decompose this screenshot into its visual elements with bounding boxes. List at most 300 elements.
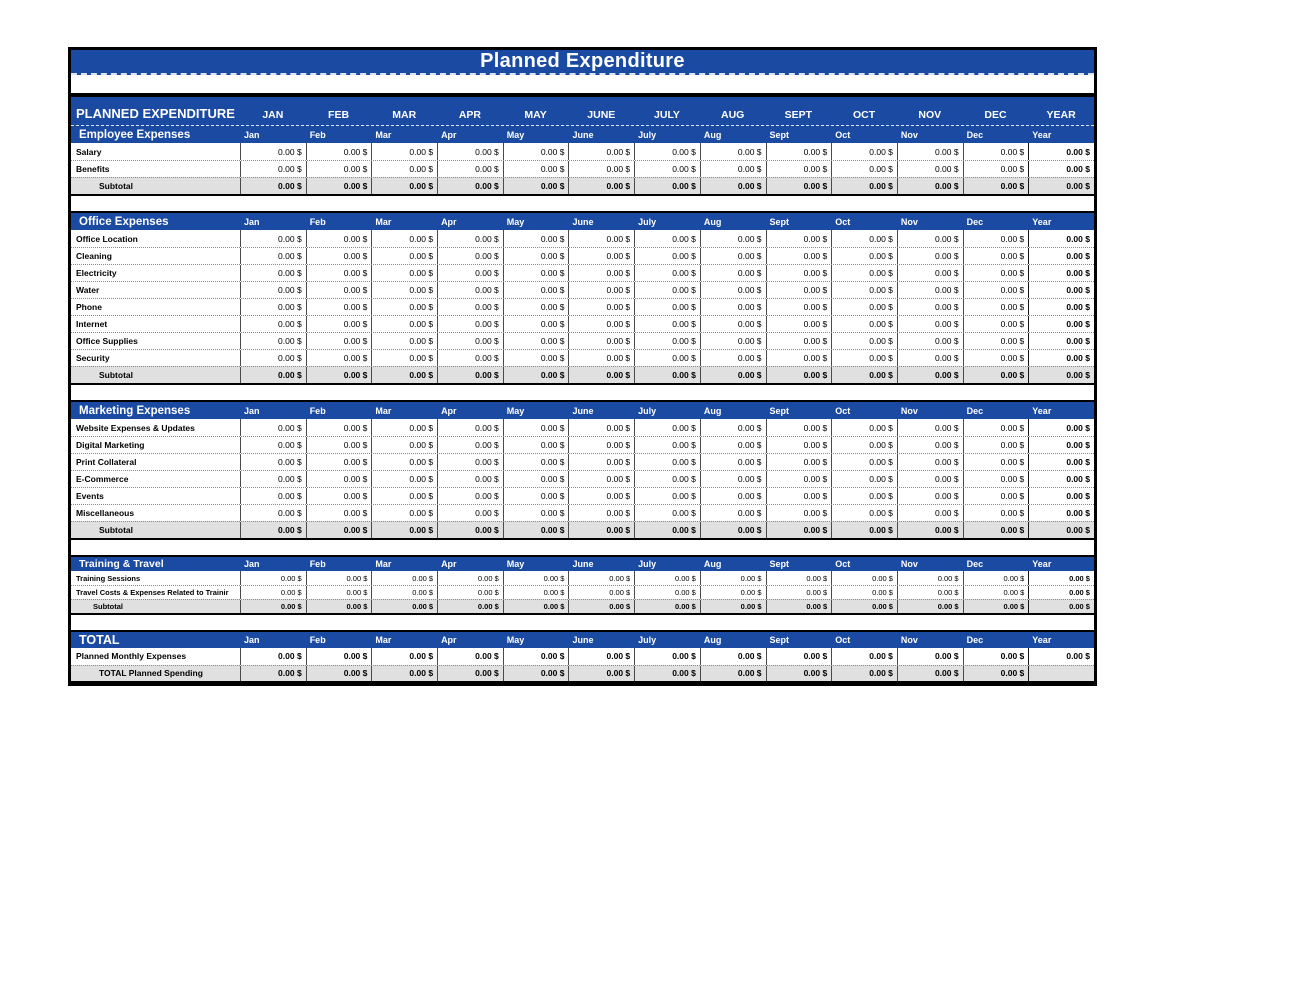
month-column-label: June: [572, 635, 594, 645]
value-cell: 0.00 $: [634, 282, 700, 298]
month-column-label: May: [506, 216, 525, 227]
value-cell: 0.00 $: [240, 367, 306, 383]
value-cell: 0.00 $: [700, 648, 766, 665]
value-cell: 0.00 $: [437, 666, 503, 682]
year-value-cell: 0.00 $: [1028, 316, 1094, 332]
value-cell: 0.00 $: [306, 666, 372, 682]
table-row: [71, 298, 1094, 315]
subtotal-row: [71, 366, 1094, 383]
month-column-label: Year: [1032, 635, 1052, 645]
month-column-label: Dec: [966, 216, 984, 227]
value-cell: 0.00 $: [371, 316, 437, 332]
main-month-label: JAN: [262, 109, 284, 121]
row-label: E-Commerce: [76, 474, 129, 484]
value-cell: 0.00 $: [766, 299, 832, 315]
table-row: [71, 247, 1094, 264]
value-cell: 0.00 $: [766, 666, 832, 682]
row-label: Print Collateral: [76, 457, 137, 467]
section-header-total: [71, 632, 1094, 648]
value-cell: 0.00 $: [240, 522, 306, 538]
table-row: [71, 349, 1094, 366]
value-cell: 0.00 $: [503, 600, 569, 613]
year-value-cell: 0.00 $: [1028, 586, 1094, 599]
value-cell: 0.00 $: [831, 471, 897, 487]
value-cell: 0.00 $: [766, 178, 832, 194]
value-cell: 0.00 $: [306, 230, 372, 247]
value-cell: 0.00 $: [831, 367, 897, 383]
value-cell: 0.00 $: [897, 143, 963, 160]
value-cell: 0.00 $: [831, 666, 897, 682]
row-label: TOTAL Planned Spending: [99, 668, 203, 679]
table-row: [71, 648, 1094, 665]
value-cell: 0.00 $: [306, 143, 372, 160]
value-cell: 0.00 $: [831, 437, 897, 453]
table-row: [71, 332, 1094, 349]
row-label: Cleaning: [76, 251, 112, 261]
value-cell: 0.00 $: [568, 248, 634, 264]
value-cell: 0.00 $: [700, 316, 766, 332]
value-cell: 0.00 $: [634, 367, 700, 383]
value-cell: 0.00 $: [306, 248, 372, 264]
value-cell: 0.00 $: [371, 437, 437, 453]
value-cell: 0.00 $: [568, 648, 634, 665]
value-cell: 0.00 $: [766, 367, 832, 383]
value-cell: 0.00 $: [700, 505, 766, 521]
value-cell: 0.00 $: [963, 522, 1029, 538]
year-value-cell: 0.00 $: [1028, 454, 1094, 470]
table-row: [71, 230, 1094, 247]
row-label: Digital Marketing: [76, 440, 145, 450]
value-cell: 0.00 $: [963, 600, 1029, 613]
section-gap: [71, 540, 1094, 555]
value-cell: 0.00 $: [371, 333, 437, 349]
value-cell: 0.00 $: [634, 350, 700, 366]
value-cell: 0.00 $: [568, 488, 634, 504]
value-cell: 0.00 $: [371, 178, 437, 194]
value-cell: 0.00 $: [568, 571, 634, 585]
main-month-label: SEPT: [784, 109, 813, 121]
month-column-label: June: [572, 559, 594, 569]
year-value-cell: 0.00 $: [1028, 600, 1094, 613]
value-cell: 0.00 $: [897, 282, 963, 298]
value-cell: 0.00 $: [240, 143, 306, 160]
main-month-label: AUG: [721, 109, 745, 121]
value-cell: 0.00 $: [437, 648, 503, 665]
month-column-label: Apr: [441, 635, 457, 645]
main-month-label: NOV: [918, 109, 942, 121]
value-cell: 0.00 $: [371, 350, 437, 366]
value-cell: 0.00 $: [963, 333, 1029, 349]
year-value-cell: 0.00 $: [1028, 522, 1094, 538]
value-cell: 0.00 $: [240, 666, 306, 682]
value-cell: 0.00 $: [766, 586, 832, 599]
row-label: Subtotal: [93, 602, 123, 611]
row-label: Subtotal: [99, 370, 133, 380]
planned-expenditure-sheet: [68, 47, 1097, 686]
month-column-label: Mar: [375, 405, 392, 416]
value-cell: 0.00 $: [240, 282, 306, 298]
value-cell: 0.00 $: [963, 367, 1029, 383]
value-cell: 0.00 $: [568, 471, 634, 487]
value-cell: 0.00 $: [963, 350, 1029, 366]
value-cell: 0.00 $: [568, 299, 634, 315]
month-column-label: Aug: [703, 405, 722, 416]
value-cell: 0.00 $: [634, 161, 700, 177]
value-cell: 0.00 $: [503, 333, 569, 349]
value-cell: 0.00 $: [634, 471, 700, 487]
value-cell: 0.00 $: [306, 471, 372, 487]
month-column-label: May: [506, 635, 525, 645]
value-cell: 0.00 $: [634, 586, 700, 599]
section-employee-expenses: [71, 126, 1094, 196]
month-column-label: Apr: [441, 129, 457, 140]
month-column-label: Apr: [441, 559, 457, 569]
main-month-label: FEB: [328, 109, 350, 121]
value-cell: 0.00 $: [700, 282, 766, 298]
value-cell: 0.00 $: [437, 571, 503, 585]
value-cell: 0.00 $: [700, 230, 766, 247]
value-cell: 0.00 $: [963, 316, 1029, 332]
value-cell: 0.00 $: [371, 230, 437, 247]
subtotal-row: [71, 665, 1094, 682]
value-cell: 0.00 $: [503, 282, 569, 298]
value-cell: 0.00 $: [371, 265, 437, 281]
year-value-cell: 0.00 $: [1028, 471, 1094, 487]
value-cell: 0.00 $: [437, 282, 503, 298]
month-column-label: Feb: [309, 405, 326, 416]
value-cell: 0.00 $: [897, 488, 963, 504]
value-cell: 0.00 $: [897, 248, 963, 264]
value-cell: 0.00 $: [568, 143, 634, 160]
value-cell: 0.00 $: [503, 437, 569, 453]
row-label: Website Expenses & Updates: [76, 422, 195, 433]
value-cell: 0.00 $: [700, 299, 766, 315]
value-cell: 0.00 $: [897, 505, 963, 521]
value-cell: 0.00 $: [306, 522, 372, 538]
month-column-label: Sept: [769, 216, 790, 227]
section-total: [71, 630, 1094, 683]
value-cell: 0.00 $: [240, 471, 306, 487]
value-cell: 0.00 $: [568, 161, 634, 177]
value-cell: 0.00 $: [503, 230, 569, 247]
value-cell: 0.00 $: [831, 161, 897, 177]
month-column-label: Aug: [703, 635, 722, 645]
year-value-cell: 0.00 $: [1028, 143, 1094, 160]
value-cell: 0.00 $: [240, 600, 306, 613]
value-cell: 0.00 $: [831, 178, 897, 194]
month-column-label: Year: [1032, 216, 1052, 227]
value-cell: 0.00 $: [568, 666, 634, 682]
value-cell: 0.00 $: [766, 488, 832, 504]
value-cell: 0.00 $: [371, 143, 437, 160]
value-cell: 0.00 $: [568, 265, 634, 281]
value-cell: 0.00 $: [963, 230, 1029, 247]
value-cell: 0.00 $: [634, 666, 700, 682]
row-label: Salary: [76, 146, 102, 157]
value-cell: 0.00 $: [371, 505, 437, 521]
month-column-label: Nov: [900, 129, 918, 140]
month-column-label: Mar: [375, 216, 392, 227]
table-row: [71, 453, 1094, 470]
month-column-label: June: [572, 129, 594, 140]
value-cell: 0.00 $: [634, 419, 700, 436]
year-value-cell: 0.00 $: [1028, 333, 1094, 349]
subtotal-row: [71, 599, 1094, 613]
value-cell: 0.00 $: [963, 666, 1029, 682]
value-cell: 0.00 $: [568, 333, 634, 349]
value-cell: 0.00 $: [634, 316, 700, 332]
value-cell: 0.00 $: [437, 248, 503, 264]
row-label: Office Supplies: [76, 336, 138, 346]
value-cell: 0.00 $: [831, 586, 897, 599]
value-cell: 0.00 $: [240, 178, 306, 194]
table-row: [71, 585, 1094, 599]
value-cell: 0.00 $: [831, 648, 897, 665]
month-column-label: Nov: [900, 559, 918, 569]
row-label: Planned Monthly Expenses: [76, 651, 187, 662]
value-cell: 0.00 $: [897, 571, 963, 585]
year-value-cell: 0.00 $: [1028, 488, 1094, 504]
value-cell: 0.00 $: [634, 230, 700, 247]
value-cell: 0.00 $: [634, 333, 700, 349]
value-cell: 0.00 $: [437, 161, 503, 177]
value-cell: 0.00 $: [634, 488, 700, 504]
value-cell: 0.00 $: [766, 600, 832, 613]
value-cell: 0.00 $: [634, 248, 700, 264]
value-cell: 0.00 $: [766, 265, 832, 281]
value-cell: 0.00 $: [503, 586, 569, 599]
value-cell: 0.00 $: [306, 282, 372, 298]
value-cell: 0.00 $: [503, 265, 569, 281]
month-column-label: July: [638, 129, 657, 140]
value-cell: 0.00 $: [503, 488, 569, 504]
value-cell: 0.00 $: [503, 316, 569, 332]
row-label: Events: [76, 491, 104, 501]
value-cell: 0.00 $: [963, 248, 1029, 264]
month-column-label: Sept: [769, 559, 790, 569]
year-value-cell: 0.00 $: [1028, 437, 1094, 453]
month-column-label: Aug: [703, 559, 722, 569]
row-label: Internet: [76, 319, 108, 329]
value-cell: 0.00 $: [766, 161, 832, 177]
month-column-label: Feb: [309, 129, 326, 140]
value-cell: 0.00 $: [306, 367, 372, 383]
year-value-cell: [1028, 666, 1094, 682]
row-label: Office Location: [76, 233, 138, 244]
value-cell: 0.00 $: [897, 586, 963, 599]
month-column-label: Year: [1032, 129, 1052, 140]
value-cell: 0.00 $: [240, 648, 306, 665]
row-label: Water: [76, 285, 100, 295]
value-cell: 0.00 $: [503, 143, 569, 160]
month-column-label: Oct: [835, 635, 851, 645]
main-month-label: APR: [458, 109, 481, 121]
value-cell: 0.00 $: [437, 454, 503, 470]
value-cell: 0.00 $: [503, 350, 569, 366]
value-cell: 0.00 $: [240, 265, 306, 281]
value-cell: 0.00 $: [766, 350, 832, 366]
value-cell: 0.00 $: [700, 454, 766, 470]
value-cell: 0.00 $: [240, 419, 306, 436]
value-cell: 0.00 $: [503, 454, 569, 470]
value-cell: 0.00 $: [306, 419, 372, 436]
table-row: [71, 160, 1094, 177]
month-column-label: July: [638, 216, 657, 227]
value-cell: 0.00 $: [568, 350, 634, 366]
year-value-cell: 0.00 $: [1028, 299, 1094, 315]
value-cell: 0.00 $: [963, 178, 1029, 194]
table-row: [71, 419, 1094, 436]
value-cell: 0.00 $: [503, 505, 569, 521]
value-cell: 0.00 $: [700, 471, 766, 487]
month-column-label: Jan: [244, 405, 260, 416]
sheet-title-bar: [71, 50, 1094, 75]
month-column-label: Nov: [900, 216, 918, 227]
value-cell: 0.00 $: [568, 230, 634, 247]
value-cell: 0.00 $: [634, 522, 700, 538]
value-cell: 0.00 $: [437, 586, 503, 599]
value-cell: 0.00 $: [503, 367, 569, 383]
value-cell: 0.00 $: [963, 648, 1029, 665]
value-cell: 0.00 $: [766, 230, 832, 247]
value-cell: 0.00 $: [371, 282, 437, 298]
value-cell: 0.00 $: [306, 265, 372, 281]
value-cell: 0.00 $: [963, 299, 1029, 315]
month-column-label: Mar: [375, 129, 392, 140]
value-cell: 0.00 $: [437, 230, 503, 247]
row-label: Travel Costs & Expenses Related to Trainir: [76, 588, 229, 597]
row-label: Miscellaneous: [76, 508, 135, 518]
value-cell: 0.00 $: [240, 437, 306, 453]
month-column-label: Sept: [769, 405, 790, 416]
value-cell: 0.00 $: [437, 143, 503, 160]
value-cell: 0.00 $: [503, 161, 569, 177]
value-cell: 0.00 $: [306, 316, 372, 332]
month-column-label: Mar: [375, 635, 392, 645]
section-title: Office Expenses: [79, 215, 169, 228]
value-cell: 0.00 $: [897, 350, 963, 366]
value-cell: 0.00 $: [897, 471, 963, 487]
value-cell: 0.00 $: [306, 161, 372, 177]
value-cell: 0.00 $: [306, 350, 372, 366]
subtotal-row: [71, 177, 1094, 194]
section-gap: [71, 615, 1094, 630]
value-cell: 0.00 $: [700, 666, 766, 682]
value-cell: 0.00 $: [897, 419, 963, 436]
value-cell: 0.00 $: [437, 265, 503, 281]
value-cell: 0.00 $: [831, 488, 897, 504]
value-cell: 0.00 $: [240, 248, 306, 264]
value-cell: 0.00 $: [831, 505, 897, 521]
value-cell: 0.00 $: [568, 454, 634, 470]
value-cell: 0.00 $: [568, 505, 634, 521]
value-cell: 0.00 $: [437, 471, 503, 487]
month-column-label: Feb: [309, 216, 326, 227]
value-cell: 0.00 $: [634, 265, 700, 281]
value-cell: 0.00 $: [700, 350, 766, 366]
section-header-marketing-expenses: [71, 402, 1094, 419]
table-row: [71, 315, 1094, 332]
page-title: Planned Expenditure: [480, 50, 685, 72]
month-column-label: Oct: [835, 405, 851, 416]
main-header-row: [71, 97, 1094, 126]
main-header-label: PLANNED EXPENDITURE: [76, 106, 235, 121]
month-column-label: Year: [1032, 405, 1052, 416]
value-cell: 0.00 $: [371, 586, 437, 599]
month-column-label: Oct: [835, 559, 851, 569]
year-value-cell: 0.00 $: [1028, 571, 1094, 585]
year-value-cell: 0.00 $: [1028, 265, 1094, 281]
value-cell: 0.00 $: [371, 419, 437, 436]
table-row: [71, 504, 1094, 521]
month-column-label: Apr: [441, 405, 457, 416]
year-value-cell: 0.00 $: [1028, 419, 1094, 436]
row-label: Phone: [76, 302, 102, 312]
value-cell: 0.00 $: [371, 454, 437, 470]
value-cell: 0.00 $: [766, 248, 832, 264]
value-cell: 0.00 $: [306, 454, 372, 470]
value-cell: 0.00 $: [437, 299, 503, 315]
month-column-label: May: [506, 559, 525, 569]
value-cell: 0.00 $: [831, 350, 897, 366]
value-cell: 0.00 $: [897, 454, 963, 470]
section-title: Training & Travel: [79, 558, 164, 570]
value-cell: 0.00 $: [437, 178, 503, 194]
value-cell: 0.00 $: [437, 505, 503, 521]
value-cell: 0.00 $: [766, 316, 832, 332]
value-cell: 0.00 $: [306, 600, 372, 613]
month-column-label: June: [572, 216, 594, 227]
value-cell: 0.00 $: [766, 505, 832, 521]
table-row: [71, 281, 1094, 298]
value-cell: 0.00 $: [897, 161, 963, 177]
value-cell: 0.00 $: [240, 230, 306, 247]
value-cell: 0.00 $: [700, 586, 766, 599]
row-label: Security: [76, 353, 110, 363]
month-column-label: Jan: [244, 129, 260, 140]
year-value-cell: 0.00 $: [1028, 350, 1094, 366]
value-cell: 0.00 $: [831, 299, 897, 315]
value-cell: 0.00 $: [963, 265, 1029, 281]
month-column-label: Mar: [375, 559, 392, 569]
value-cell: 0.00 $: [700, 419, 766, 436]
year-value-cell: 0.00 $: [1028, 178, 1094, 194]
value-cell: 0.00 $: [766, 143, 832, 160]
month-column-label: Dec: [966, 405, 984, 416]
value-cell: 0.00 $: [240, 488, 306, 504]
value-cell: 0.00 $: [371, 248, 437, 264]
value-cell: 0.00 $: [634, 454, 700, 470]
section-training-travel: [71, 555, 1094, 615]
value-cell: 0.00 $: [766, 333, 832, 349]
main-month-label: JUNE: [587, 109, 616, 121]
section-title: Marketing Expenses: [79, 404, 191, 417]
value-cell: 0.00 $: [371, 666, 437, 682]
month-column-label: Jan: [244, 216, 260, 227]
value-cell: 0.00 $: [568, 282, 634, 298]
value-cell: 0.00 $: [897, 178, 963, 194]
value-cell: 0.00 $: [503, 571, 569, 585]
blank-spacer-row: [71, 75, 1094, 97]
value-cell: 0.00 $: [700, 178, 766, 194]
value-cell: 0.00 $: [437, 316, 503, 332]
value-cell: 0.00 $: [766, 648, 832, 665]
row-label: Subtotal: [99, 525, 133, 535]
value-cell: 0.00 $: [897, 648, 963, 665]
value-cell: 0.00 $: [831, 522, 897, 538]
value-cell: 0.00 $: [963, 437, 1029, 453]
value-cell: 0.00 $: [963, 471, 1029, 487]
